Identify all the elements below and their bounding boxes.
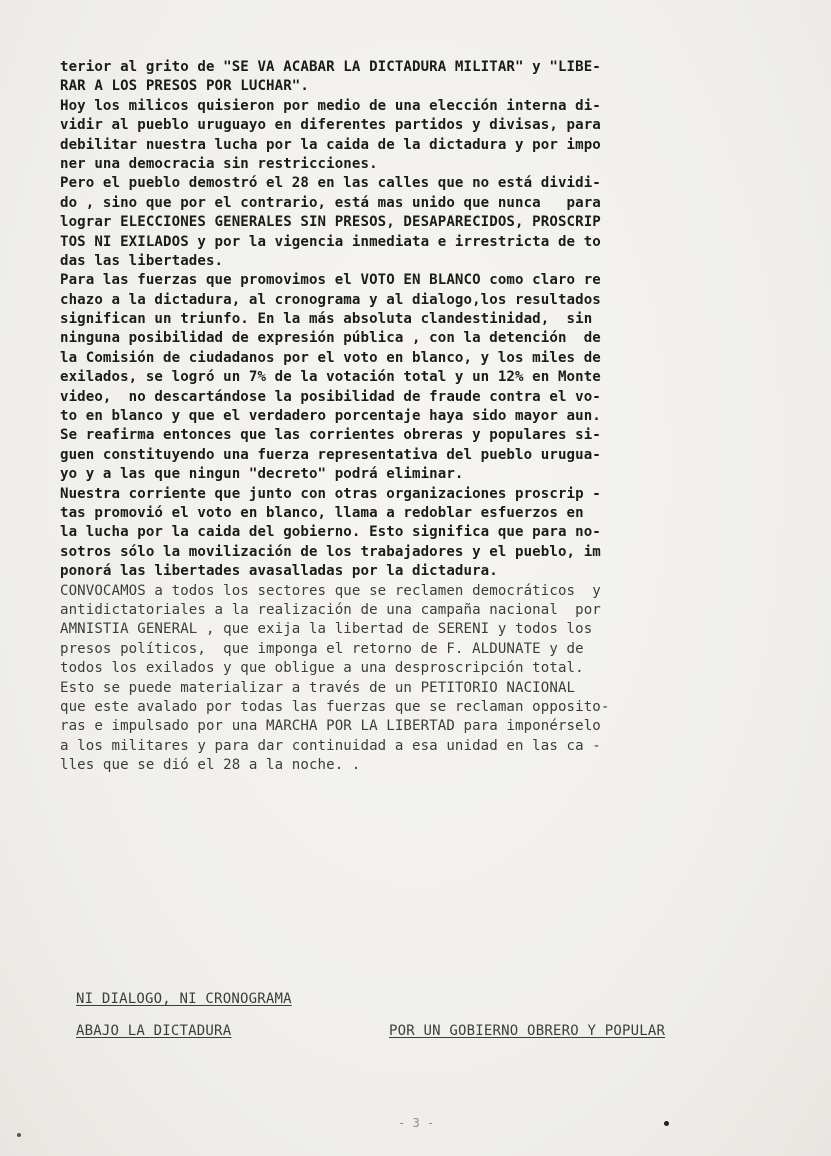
text-line: TOS NI EXILADOS y por la vigencia inmediata e irrestricta de to <box>60 233 601 250</box>
text-line-faded: todos los exilados y que obligue a una desproscripción total. <box>60 660 584 677</box>
text-line: RAR A LOS PRESOS POR LUCHAR". <box>60 78 309 95</box>
text-line-faded: CONVOCAMOS a todos los sectores que se reclamen democráticos y <box>60 582 601 599</box>
text-line: Pero el pueblo demostró el 28 en las calles que no está dividi- <box>60 175 601 192</box>
text-line: Para las fuerzas que promovimos el VOTO EN BLANCO como claro re <box>60 272 601 289</box>
convocation-paragraph <box>60 582 775 776</box>
text-line: debilitar nuestra lucha por la caida de la dictadura y por impo <box>60 136 601 153</box>
text-line: Nuestra corriente que junto con otras organizaciones proscrip - <box>60 485 601 502</box>
text-line-faded: presos políticos, que imponga el retorno de F. ALDUNATE y de <box>60 640 584 657</box>
text-line-faded: AMNISTIA GENERAL , que exija la libertad de SERENI y todos los <box>60 621 593 638</box>
text-line: to en blanco y que el verdadero porcentaje haya sido mayor aun. <box>60 408 601 425</box>
main-paragraphs <box>60 58 775 582</box>
text-line-faded: ras e impulsado por una MARCHA POR LA LIBERTAD para imponérselo <box>60 718 601 735</box>
slogan-gobierno-obrero: POR UN GOBIERNO OBRERO Y POPULAR <box>389 1023 666 1039</box>
text-line: ninguna posibilidad de expresión pública , con la detención de <box>60 330 601 347</box>
main-text-block <box>60 58 775 775</box>
text-line: chazo a la dictadura, al cronograma y al dialogo,los resultados <box>60 291 601 308</box>
text-line: ner una democracia sin restricciones. <box>60 155 378 172</box>
text-line: Se reafirma entonces que las corrientes obreras y populares si- <box>60 427 601 444</box>
text-line: terior al grito de "SE VA ACABAR LA DICTADURA MILITAR" y "LIBE- <box>60 59 601 75</box>
text-line: lograr ELECCIONES GENERALES SIN PRESOS, DESAPARECIDOS, PROSCRIP <box>60 214 601 231</box>
slogan-abajo-dictadura: ABAJO LA DICTADURA <box>76 1023 232 1039</box>
text-line-faded: que este avalado por todas las fuerzas que se reclaman opposito- <box>60 698 610 715</box>
slogan-ni-dialogo: NI DIALOGO, NI CRONOGRAMA <box>76 991 292 1007</box>
text-line: la Comisión de ciudadanos por el voto en blanco, y los miles de <box>60 349 601 366</box>
text-line: das las libertades. <box>60 252 224 269</box>
text-line: vidir al pueblo uruguayo en diferentes partidos y divisas, para <box>60 117 601 134</box>
text-line-faded: a los militares y para dar continuidad a esa unidad en las ca - <box>60 737 601 754</box>
ink-speck <box>17 1133 21 1137</box>
page-number: - 3 - <box>398 1116 435 1130</box>
text-line: Hoy los milicos quisieron por medio de una elección interna di- <box>60 97 601 114</box>
text-line-faded: antidictatoriales a la realización de una campaña nacional por <box>60 601 601 618</box>
text-line-faded: lles que se dió el 28 a la noche. . <box>60 757 361 774</box>
text-line: significan un triunfo. En la más absoluta clandestinidad, sin <box>60 311 593 328</box>
text-line: la lucha por la caida del gobierno. Esto significa que para no- <box>60 524 601 541</box>
text-line: ponorá las libertades avasalladas por la dictadura. <box>60 563 498 580</box>
text-line: guen constituyendo una fuerza representativa del pueblo urugua- <box>60 446 601 463</box>
text-line-faded: Esto se puede materializar a través de un PETITORIO NACIONAL <box>60 679 576 696</box>
text-line: tas promovió el voto en blanco, llama a redoblar esfuerzos en <box>60 504 584 521</box>
slogans-left <box>76 990 292 1040</box>
ink-speck <box>664 1121 669 1126</box>
text-line: exilados, se logró un 7% de la votación total y un 12% en Monte <box>60 369 601 386</box>
text-line: sotros sólo la movilización de los trabajadores y el pueblo, im <box>60 543 601 560</box>
text-line: do , sino que por el contrario, está mas unido que nunca para <box>60 194 601 211</box>
text-line: yo y a las que ningun "decreto" podrá eliminar. <box>60 466 464 483</box>
slogans-right <box>389 1022 665 1040</box>
text-line: video, no descartándose la posibilidad de fraude contra el vo- <box>60 388 601 405</box>
